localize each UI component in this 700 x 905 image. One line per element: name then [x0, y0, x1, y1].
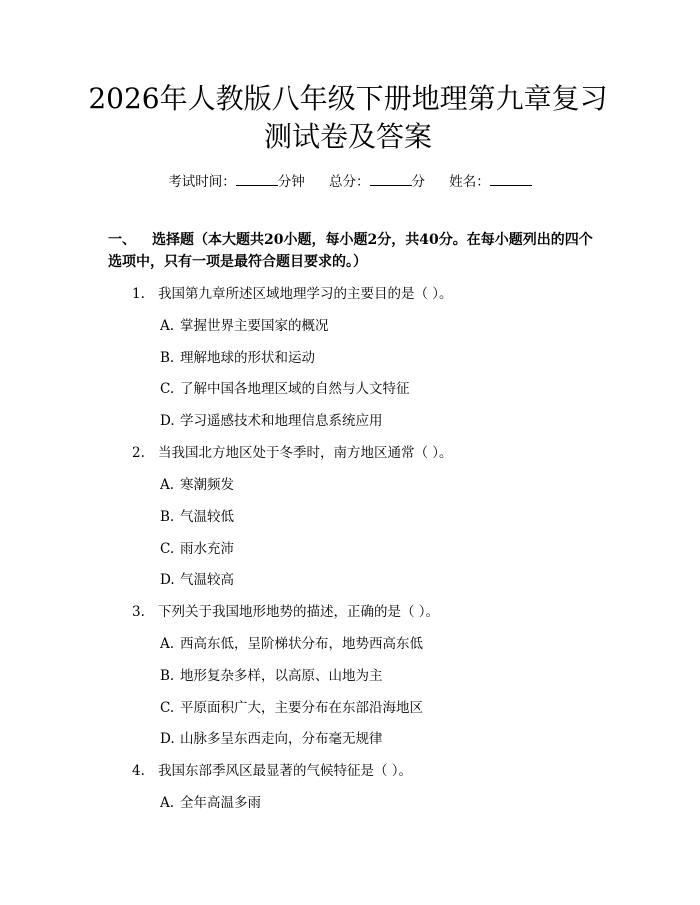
option-letter: B.: [160, 350, 175, 366]
question-3-option-b: [160, 664, 383, 684]
exam-time-field: [168, 170, 305, 190]
exam-info-row: [0, 170, 700, 190]
question-1-option-d: [160, 409, 383, 429]
option-text: 寒潮频发: [180, 477, 234, 493]
option-text: 气温较高: [180, 572, 234, 588]
total-score-field: [329, 170, 425, 190]
option-text: 学习遥感技术和地理信息系统应用: [180, 413, 383, 429]
option-letter: C.: [160, 381, 175, 397]
option-text: 了解中国各地理区域的自然与人文特征: [180, 381, 410, 397]
total-score-unit: 分: [411, 174, 425, 190]
exam-time-label: 考试时间：: [168, 174, 236, 190]
option-letter: A.: [160, 477, 175, 493]
student-name-field: [449, 170, 532, 190]
option-letter: D.: [160, 413, 175, 429]
question-number: 3.: [132, 604, 145, 620]
question-stem: 当我国北方地区处于冬季时，南方地区通常（ ）。: [158, 445, 453, 461]
question-1-option-b: [160, 346, 315, 366]
option-letter: B.: [160, 668, 175, 684]
question-3-option-d: [160, 727, 383, 747]
option-letter: A.: [160, 318, 175, 334]
option-text: 掌握世界主要国家的概况: [180, 318, 329, 334]
option-text: 理解地球的形状和运动: [180, 350, 315, 366]
question-2: [132, 441, 453, 461]
option-text: 雨水充沛: [180, 541, 234, 557]
option-letter: C.: [160, 541, 175, 557]
total-score-blank: [370, 173, 412, 186]
question-number: 4.: [132, 763, 145, 779]
question-1-option-c: [160, 377, 410, 397]
option-text: 地形复杂多样，以高原、山地为主: [180, 668, 383, 684]
option-letter: B.: [160, 509, 175, 525]
page-title: 2026年人教版八年级下册地理第九章复习测试卷及答案: [88, 82, 608, 153]
student-name-blank: [490, 173, 532, 186]
exam-time-unit: 分钟: [277, 174, 305, 190]
question-2-option-d: [160, 568, 234, 588]
option-text: 山脉多呈东西走向，分布毫无规律: [180, 731, 383, 747]
option-text: 平原面积广大，主要分布在东部沿海地区: [180, 700, 423, 716]
question-2-option-b: [160, 505, 234, 525]
question-2-option-a: [160, 473, 234, 493]
question-1-option-a: [160, 314, 329, 334]
question-3-option-c: [160, 696, 423, 716]
question-4: [132, 759, 412, 779]
question-number: 2.: [132, 445, 145, 461]
option-letter: C.: [160, 700, 175, 716]
option-letter: A.: [160, 795, 175, 811]
question-3: [132, 600, 439, 620]
option-text: 全年高温多雨: [180, 795, 261, 811]
question-stem: 我国第九章所述区域地理学习的主要目的是（ ）。: [158, 286, 453, 302]
option-letter: D.: [160, 572, 175, 588]
student-name-label: 姓名：: [449, 174, 490, 190]
question-2-option-c: [160, 537, 234, 557]
question-stem: 我国东部季风区最显著的气候特征是（ ）。: [158, 763, 413, 779]
section-heading-text: 选择题（本大题共20小题，每小题2分，共40分。在每小题列出的四个选项中，只有一项是最符合题目要求的。）: [108, 232, 593, 270]
exam-time-blank: [236, 173, 278, 186]
question-number: 1.: [132, 286, 145, 302]
question-stem: 下列关于我国地形地势的描述，正确的是（ ）。: [158, 604, 440, 620]
option-text: 气温较低: [180, 509, 234, 525]
question-3-option-a: [160, 632, 423, 652]
section-number: 一、: [108, 232, 136, 248]
option-letter: D.: [160, 731, 175, 747]
question-1: [132, 282, 453, 302]
option-text: 西高东低，呈阶梯状分布，地势西高东低: [180, 636, 423, 652]
question-4-option-a: [160, 791, 261, 811]
total-score-label: 总分：: [329, 174, 370, 190]
option-letter: A.: [160, 636, 175, 652]
section-heading: [108, 229, 603, 273]
